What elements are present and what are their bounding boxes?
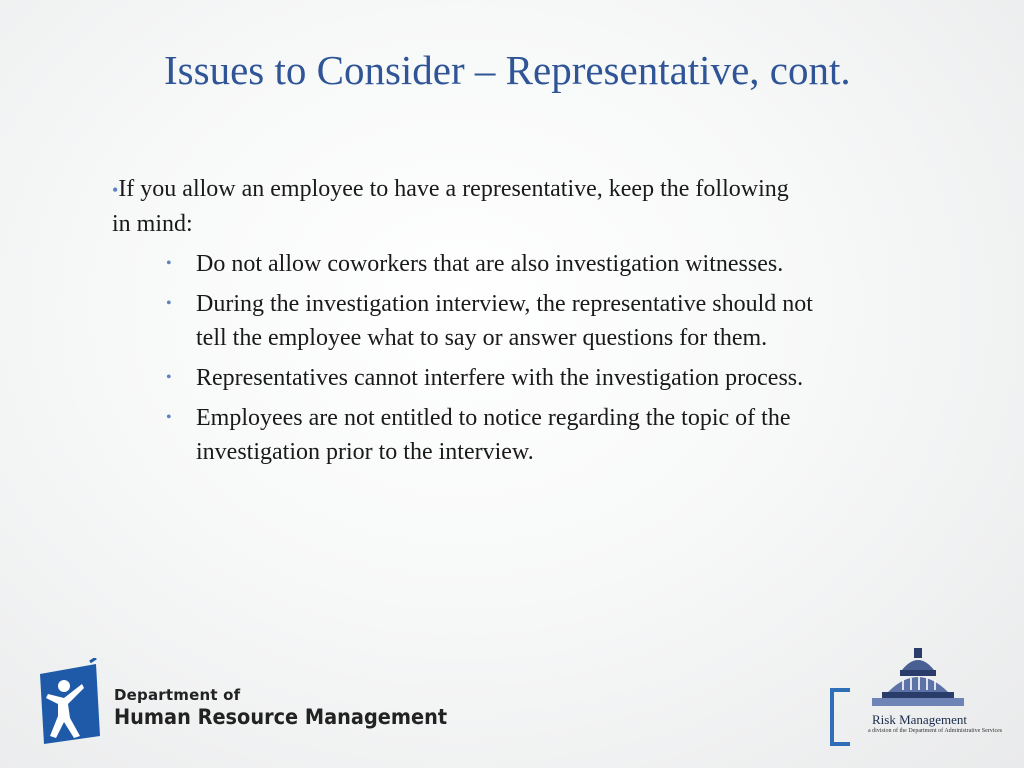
bullet-icon: •: [166, 369, 172, 386]
list-item-text: Do not allow coworkers that are also investigation witnesses.: [196, 251, 784, 277]
lead-text: If you allow an employee to have a representative, keep the following in mind:: [112, 176, 789, 237]
capitol-dome-icon: [862, 644, 974, 716]
lead-paragraph: [112, 172, 812, 241]
dhrm-logo: [34, 658, 448, 748]
bullet-icon: •: [166, 295, 172, 312]
list-item-text: During the investigation interview, the representative should not tell the employee what to say or answer questions for them.: [196, 291, 813, 351]
lead-bullet-icon: •: [112, 180, 119, 200]
list-item: [112, 247, 816, 281]
bullet-icon: •: [166, 409, 172, 426]
person-icon: [34, 658, 104, 748]
list-item: [112, 401, 816, 469]
list-item: [112, 361, 816, 395]
sub-bullet-list: [112, 247, 912, 469]
dhrm-name: [114, 686, 476, 730]
dhrm-line2: Human Resource Management: [114, 705, 448, 729]
slide-body: [112, 172, 912, 475]
risk-management-logo: [828, 644, 1004, 750]
slide-title: Issues to Consider – Representative, cont.: [164, 47, 851, 93]
bullet-icon: •: [166, 255, 172, 272]
list-item-text: Representatives cannot interfere with the investigation process.: [196, 365, 804, 391]
dhrm-line1: Department of: [114, 686, 241, 704]
list-item-text: Employees are not entitled to notice regarding the topic of the investigation prior to the interview.: [196, 405, 791, 465]
rm-title: Risk Management: [872, 712, 967, 727]
rm-subtitle: a division of the Department of Administrative Services: [868, 728, 1003, 734]
list-item: [112, 287, 816, 355]
